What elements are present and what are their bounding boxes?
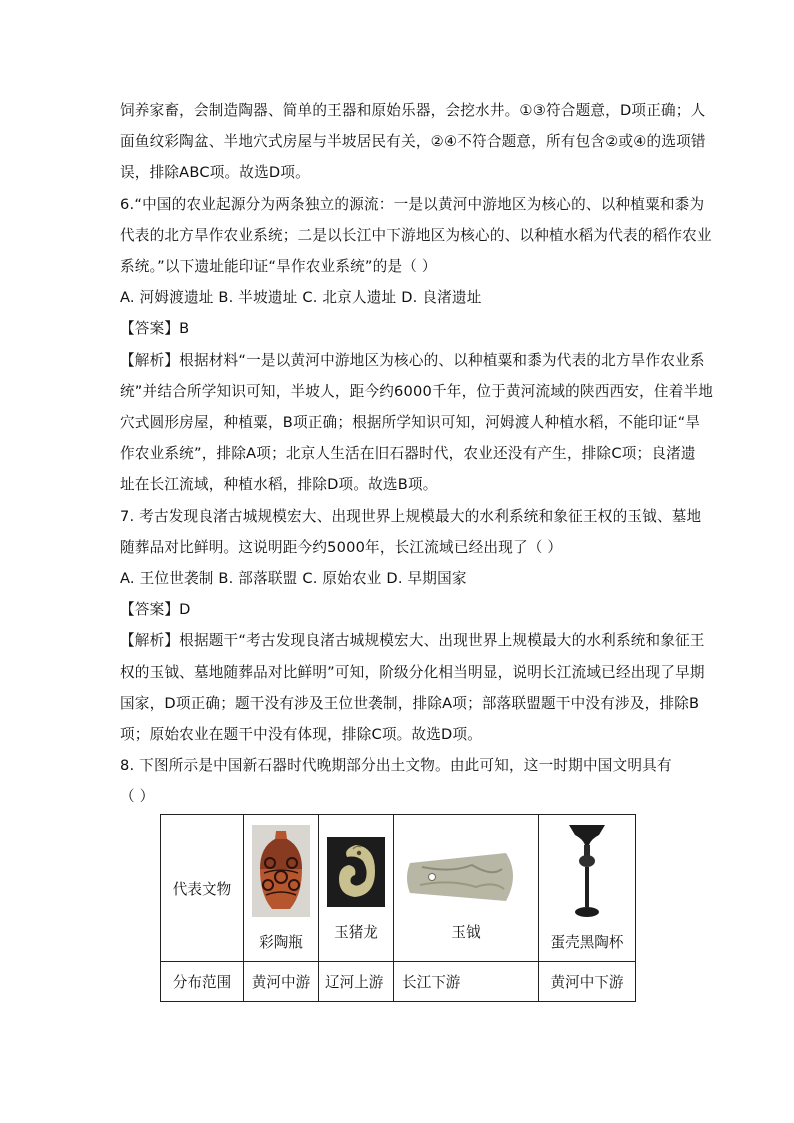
table-row [161,815,636,962]
text-line: 面鱼纹彩陶盆、半地穴式房屋与半坡居民有关，②④不符合题意，所有包含②或④的选项错 [120,133,706,150]
row-label-distribution: 分布范围 [161,962,244,1002]
answer-7: 【答案】D [120,601,191,618]
artifact-cell [539,815,636,962]
text-line: 权的玉钺、墓地随葬品对比鲜明”可知，阶级分化相当明显，说明长江流域已经出现了早期 [120,664,705,681]
region-cell: 辽河上游 [319,962,394,1002]
artifact-name: 彩陶瓶 [259,934,303,951]
text-line: 作农业系统”，排除A项；北京人生活在旧石器时代，农业还没有产生，排除C项；良渚遗 [120,445,696,462]
region-cell: 长江下游 [394,962,539,1002]
question-7-options: A. 王位世袭制 B. 部落联盟 C. 原始农业 D. 早期国家 [120,570,467,587]
question-6-options: A. 河姆渡遗址 B. 半坡遗址 C. 北京人遗址 D. 良渚遗址 [120,289,482,306]
question-8-stem: 8. 下图所示是中国新石器时代晚期部分出土文物。由此可知，这一时期中国文明具有 [120,757,672,774]
analysis-7: 【解析】根据题干“考古发现良渚古城规模宏大、出现世界上规模最大的水利系统和象征王 [120,632,705,649]
text-line: 随葬品对比鲜明。这说明距今约5000年，长江流域已经出现了（ ） [120,539,563,556]
text-line: 系统。”以下遗址能印证“旱作农业系统”的是（ ） [120,258,437,275]
text-line: 饲养家畜，会制造陶器、简单的王器和原始乐器，会挖水井。①③符合题意，D项正确；人 [120,102,706,119]
row-label-artifacts: 代表文物 [161,815,244,962]
region-cell: 黄河中游 [244,962,319,1002]
jade-axe-icon [402,847,530,907]
text-line: 代表的北方旱作农业系统；二是以长江中下游地区为核心的、以种植水稻为代表的稻作农业 [120,227,712,244]
question-6-stem: 6.“中国的农业起源分为两条独立的源流：一是以黄河中游地区为核心的、以种植粟和黍为 [120,196,705,213]
table-row [161,962,636,1002]
text-line: 项；原始农业在题干中没有体现，排除C项。故选D项。 [120,726,483,743]
artifact-cell [394,815,539,962]
region-cell: 黄河中下游 [539,962,636,1002]
artifact-table [160,814,636,1002]
jade-pig-dragon-icon [327,837,385,907]
eggshell-black-pottery-cup-icon [565,821,609,921]
artifact-name: 玉钺 [451,924,481,941]
analysis-6: 【解析】根据材料“一是以黄河中游地区为核心的、以种植粟和黍为代表的北方旱作农业系 [120,352,705,369]
artifact-name: 蛋壳黑陶杯 [550,934,624,951]
artifact-cell [319,815,394,962]
text-line: 国家，D项正确；题干没有涉及王位世袭制，排除A项；部落联盟题干中没有涉及，排除B [120,695,700,712]
text-line: 统”并结合所学知识可知，半坡人，距今约6000千年，位于黄河流域的陕西西安，住着半地 [120,383,714,400]
text-line: 址在长江流域，种植水稻，排除D项。故选B项。 [120,476,438,493]
painted-pottery-vase-icon [252,825,310,917]
artifact-name: 玉猪龙 [334,924,378,941]
artifact-cell [244,815,319,962]
text-line: （ ） [120,788,155,805]
answer-6: 【答案】B [120,320,190,337]
text-line: 误，排除ABC项。故选D项。 [120,164,310,181]
question-7-stem: 7. 考古发现良渚古城规模宏大、出现世界上规模最大的水利系统和象征王权的玉钺、墓地 [120,508,702,525]
text-line: 穴式圆形房屋，种植粟，B项正确；根据所学知识可知，河姆渡人种植水稻，不能印证“旱 [120,414,701,431]
